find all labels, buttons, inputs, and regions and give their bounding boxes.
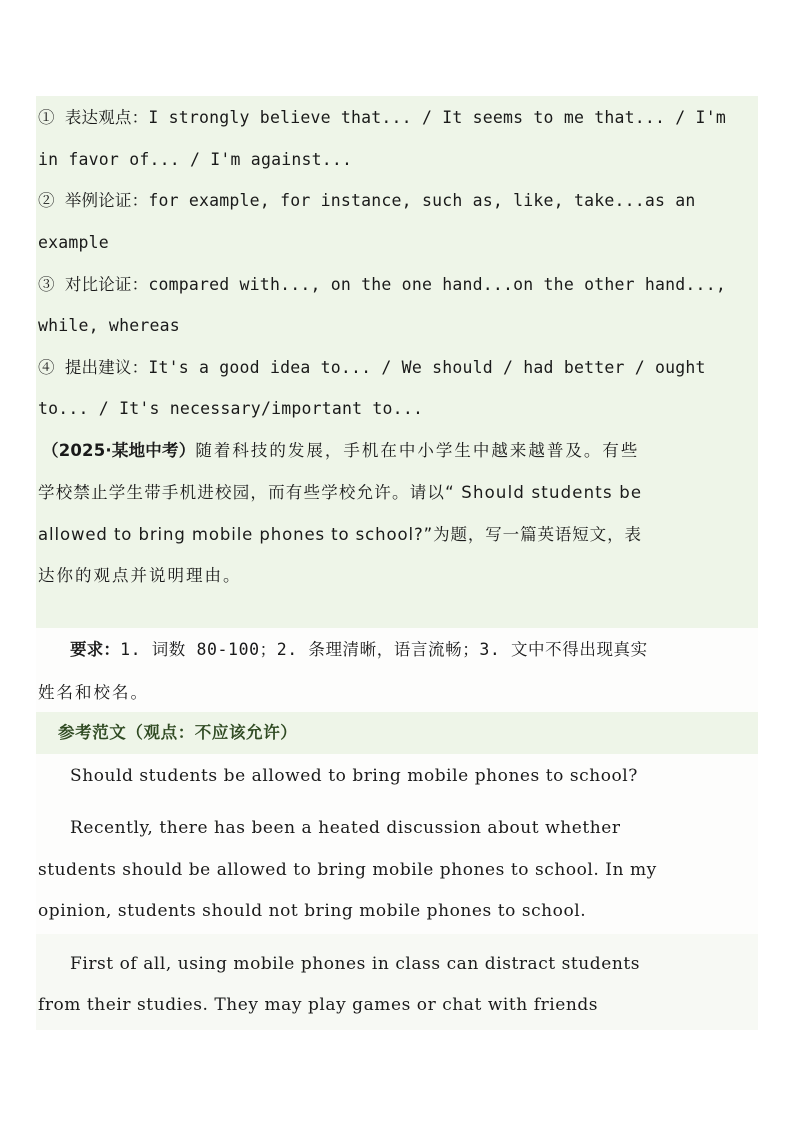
task-line-4: 达你的观点并说明理由。 [38,566,242,585]
requirements-line-2: 姓名和校名。 [38,683,149,702]
phrase-line-1: ① 表达观点：I strongly believe that... / It seems to me that... / I'm [38,108,726,127]
task-line-3: allowed to bring mobile phones to school?”为题，写一篇英语短文，表 [38,525,642,544]
essay-title: Should students be allowed to bring mobile phones to school? [70,766,638,786]
essay-p2-line-1: First of all, using mobile phones in class can distract students [70,954,640,974]
task-source: （2025·某地中考） [42,441,196,460]
sample-essay-block-2 [36,934,758,1030]
phrase-line-6: while, whereas [38,316,180,335]
requirements-line-1 [70,640,648,660]
phrase-line-5: ③ 对比论证：compared with..., on the one hand...on the other hand..., [38,275,726,294]
requirements-line-1-text: 1. 词数 80-100；2. 条理清晰，语言流畅；3. 文中不得出现真实 [120,640,648,659]
task-line-2: 学校禁止学生带手机进校园，而有些学校允许。请以“ Should students be [38,483,643,502]
requirements-label: 要求： [70,640,121,659]
essay-p1-line-2: students should be allowed to bring mobile phones to school. In my [38,860,657,880]
task-line-1 [42,441,639,461]
phrase-line-7: ④ 提出建议：It's a good idea to... / We should / had better / ought [38,358,706,377]
essay-p1-line-3: opinion, students should not bring mobile phones to school. [38,901,587,921]
essay-p2-line-2: from their studies. They may play games or chat with friends [38,995,599,1015]
phrase-line-3: ② 举例论证：for example, for instance, such as, like, take...as an [38,191,696,210]
task-line-1-text: 随着科技的发展，手机在中小学生中越来越普及。有些 [195,441,640,460]
phrase-line-2: in favor of... / I'm against... [38,150,353,169]
phrase-line-8: to... / It's necessary/important to... [38,399,424,418]
phrase-line-4: example [38,233,109,252]
sample-heading: 参考范文（观点：不应该允许） [58,723,298,742]
essay-p1-line-1: Recently, there has been a heated discussion about whether [70,818,621,838]
